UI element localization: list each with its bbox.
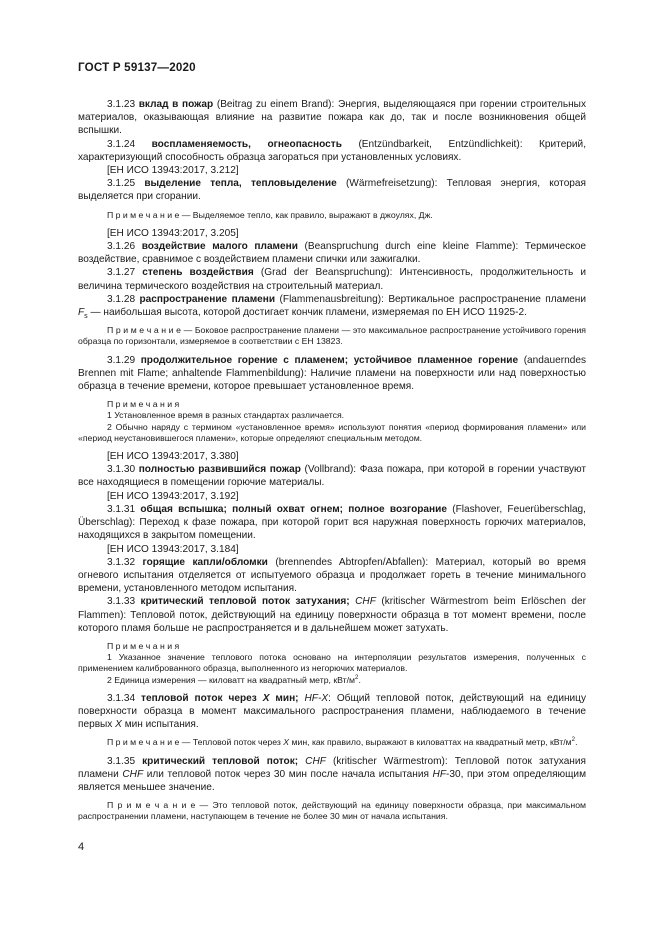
term-3-1-26: 3.1.26 воздействие малого пламени (Beanspruchung durch eine kleine Flamme): Термическое воздействие, сравнимое с воздействием пламени спички или зажигалки. xyxy=(78,241,587,266)
page-number: 4 xyxy=(78,841,85,853)
note: П р и м е ч а н и е — Это тепловой поток, действующий на единицу поверхности образца, при максимальном распространении пламени, наступающем в течение не более 30 мин от начала испытания. xyxy=(78,800,587,822)
term-3-1-35: 3.1.35 критический тепловой поток; CHF (kritischer Wärmestrom): Тепловой поток затухания пламени CHF или тепловой поток через 30 мин после начала испытания HF-30, при этом определяющим является меньшее значение. xyxy=(78,755,587,793)
term-abbr: CHF xyxy=(355,596,376,608)
term-title: вклад в пожар xyxy=(138,99,214,110)
term-title: горящие капли/обломки xyxy=(142,556,268,568)
source-ref: [ЕН ИСО 13943:2017, 3.212] xyxy=(107,165,239,177)
page-body xyxy=(78,98,586,823)
term-title: воспламеняемость, огнеопасность xyxy=(151,138,342,150)
source-ref: [ЕН ИСО 13943:2017, 3.192] xyxy=(107,490,239,502)
term-3-1-34: 3.1.34 тепловой поток через X мин; HF-X: Общий тепловой поток, действующий на единицу поверхности образца в момент максимального распространения пламени, наблюдаемого в течение первых X мин испытания. xyxy=(78,692,586,731)
term-3-1-32: 3.1.32 горящие капли/обломки (brennendes Abtropfen/Abfallen): Материал, который во время огневого испытания отделяется от испытуемого образца и продолжает гореть в течение минимального времени, установленного методом испытания. xyxy=(78,556,586,595)
term-3-1-28: 3.1.28 распространение пламени (Flammenausbreitung): Вертикальное распространение пламени $F_s$ — наибольшая высота, которой достигает кончик пламени, измеряемая по ЕН ИСО 11925-2. xyxy=(78,293,586,321)
source-ref: [ЕН ИСО 13943:2017, 3.205] xyxy=(107,227,239,239)
note: П р и м е ч а н и е — Выделяемое тепло, как правило, выражают в джоулях, Дж. xyxy=(107,209,433,220)
term-title: общая вспышка; полный охват огнем; полное возгорание xyxy=(140,503,447,515)
note-item: 1 Установленное время в разных стандартах различается. xyxy=(107,410,345,421)
document-header: ГОСТ Р 59137—2020 xyxy=(78,61,196,74)
source-ref: [ЕН ИСО 13943:2017, 3.380] xyxy=(107,451,239,463)
term-3-1-24: 3.1.24 воспламеняемость, огнеопасность (Entzündbarkeit, Entzündlichkeit): Критерий, характеризующий способность образца загораться при установленных условиях. xyxy=(78,138,586,163)
term-title: продолжительное горение с пламенем; устойчивое пламенное горение xyxy=(140,354,519,366)
term-title: воздействие малого пламени xyxy=(141,241,298,253)
note: П р и м е ч а н и е — Тепловой поток через X мин, как правило, выражают в киловаттах на квадратный метр, кВт/$м^2$. xyxy=(107,736,578,748)
note: П р и м е ч а н и е — Боковое распространение пламени — это максимальное распространение устойчивого горения образца по горизонтали, измеряемое в соответствии с ЕН 13823. xyxy=(78,325,587,347)
term-3-1-25: 3.1.25 выделение тепла, тепловыделение (Wärmefreisetzung): Тепловая энергия, которая выделяется при сгорании. xyxy=(78,178,586,203)
term-3-1-31: 3.1.31 общая вспышка; полный охват огнем; полное возгорание (Flashover, Feuerüberschlag, Überschlag): Переход к фазе пожара, при которой горит вся наружная поверхность горючих материалов, находящихся в закрытом помещении. xyxy=(78,503,586,542)
term-title: выделение тепла, тепловыделение xyxy=(144,178,337,190)
term-title: критический тепловой поток; xyxy=(142,755,299,767)
note-item: 1 Указанное значение теплового потока основано на интерполяции результатов измерения, полученных с применением калиброванного образца, выполненного из негорючих материалов. xyxy=(78,652,586,674)
term-3-1-27: 3.1.27 степень воздействия (Grad der Beanspruchung): Интенсивность, продолжительность и величина термического воздействия на строительный материал. xyxy=(78,267,587,292)
note-item: 2 Обычно наряду с термином «установленное время» используют понятия «период формирования пламени» или «период неустановившегося пламени», которые определяют специальным методом. xyxy=(78,421,586,443)
source-ref: [ЕН ИСО 13943:2017, 3.184] xyxy=(107,543,239,555)
term-3-1-29: 3.1.29 продолжительное горение с пламенем; устойчивое пламенное горение (andauerndes Brennen mit Flame; anhaltende Flammenbildung): Наличие пламени на поверхности или над поверхностью образца в течение времени, которое превышает установленное время. xyxy=(78,354,586,393)
term-3-1-23: 3.1.23 вклад в пожар (Beitrag zu einem Brand): Энергия, выделяющаяся при горении строительных материалов, оказывающая влияние на развитие пожара как до, так и после возникновения общей вспышки. xyxy=(78,99,586,137)
notes-label: П р и м е ч а н и я xyxy=(107,399,180,410)
term-abbr: CHF xyxy=(305,755,326,767)
term-3-1-33: 3.1.33 критический тепловой поток затухания; CHF (kritischer Wärmestrom beim Erlöschen der Flammen): Тепловой поток, действующий на единицу поверхности образца в тот момент времени, после которого пламя больше не распространяется и в дальнейшем может затухать. xyxy=(78,596,586,634)
note-item: 2 Единица измерения — киловатт на квадратный метр, кВт/$м^2$. xyxy=(107,673,361,685)
term-title: тепловой поток через X мин; xyxy=(141,692,299,704)
term-3-1-30: 3.1.30 полностью развившийся пожар (Vollbrand): Фаза пожара, при которой в горении участвуют все находящиеся в помещении горючие материалы. xyxy=(78,464,586,489)
term-title: полностью развившийся пожар xyxy=(138,464,301,476)
term-abbr: HF-X xyxy=(304,692,329,704)
notes-label: П р и м е ч а н и я xyxy=(107,640,180,651)
term-title: распространение пламени xyxy=(139,293,276,305)
term-title: критический тепловой поток затухания; xyxy=(140,596,350,608)
term-title: степень воздействия xyxy=(142,267,254,279)
